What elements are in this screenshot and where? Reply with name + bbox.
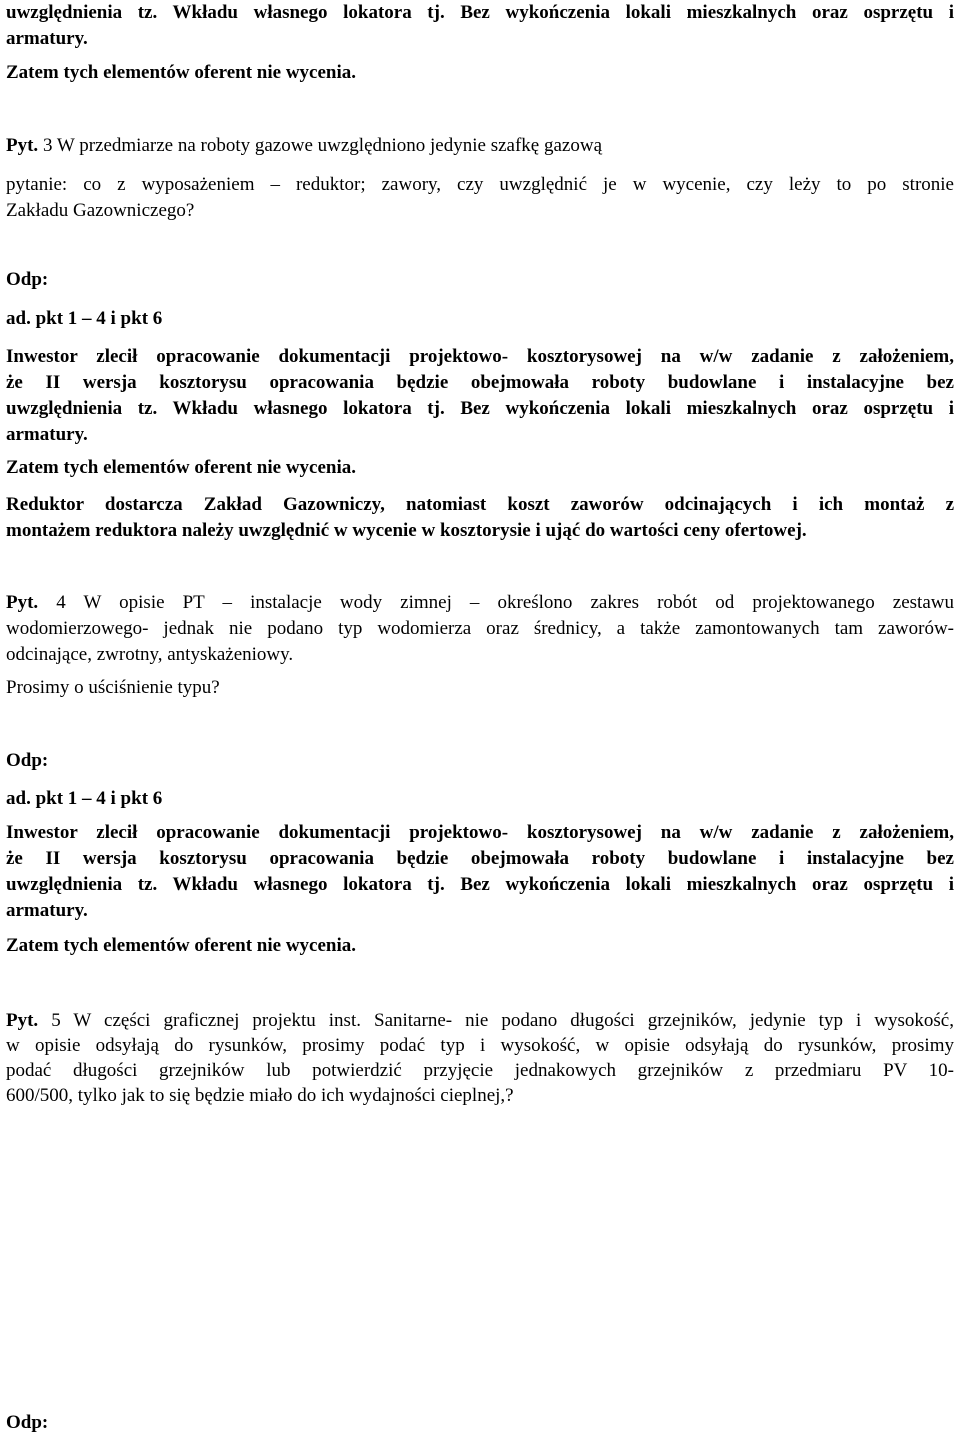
- question-5-line-2: w opisie odsyłają do rysunków, prosimy podać typ i wysokość, w opisie odsyłają do rysunków, prosimy: [6, 1035, 954, 1056]
- answer-3-p3-line-1: Reduktor dostarcza Zakład Gazowniczy, natomiast koszt zaworów odcinających i ich montaż z: [6, 494, 954, 515]
- question-3-line-2: pytanie: co z wyposażeniem – reduktor; zawory, czy uwzględnić je w wycenie, czy leży to po stronie: [6, 174, 954, 195]
- answer-4-p1-line-1: Inwestor zlecił opracowanie dokumentacji projektowo- kosztorysowej na w/w zadanie z założeniem,: [6, 822, 954, 843]
- answer-3-p1-line-2: że II wersja kosztorysu opracowania będzie obejmowała roboty budowlane i instalacyjne bez: [6, 372, 954, 393]
- question-4-line-3: odcinające, zwrotny, antyskażeniowy.: [6, 644, 294, 665]
- question-4-line-2: wodomierzowego- jednak nie podano typ wodomierza oraz średnicy, a także zamontowanych tam zaworów-: [6, 618, 954, 639]
- answer-3-p1-line-1: Inwestor zlecił opracowanie dokumentacji projektowo- kosztorysowej na w/w zadanie z założeniem,: [6, 346, 954, 367]
- question-5-heading: [6, 1008, 954, 1034]
- answer-3-p1-line-3: uwzględnienia tz. Wkładu własnego lokatora tj. Bez wykończenia lokali mieszkalnych oraz osprzętu i: [6, 398, 954, 419]
- answer-4-p1-line-3: uwzględnienia tz. Wkładu własnego lokatora tj. Bez wykończenia lokali mieszkalnych oraz osprzętu i: [6, 874, 954, 895]
- question-label: Pyt.: [6, 135, 39, 156]
- answer-4-p2: Zatem tych elementów oferent nie wycenia.: [6, 935, 356, 956]
- top-line-3: Zatem tych elementów oferent nie wycenia.: [6, 62, 356, 83]
- top-line-1: uwzględnienia tz. Wkładu własnego lokatora tj. Bez wykończenia lokali mieszkalnych oraz osprzętu i: [6, 2, 954, 23]
- question-number: 5: [51, 1010, 61, 1031]
- answer-3-p2: Zatem tych elementów oferent nie wycenia.: [6, 457, 356, 478]
- question-5-line-3: podać długości grzejników lub potwierdzić przyjęcie jednakowych grzejników z przedmiaru PV 10-: [6, 1060, 954, 1081]
- answer-4-odp: Odp:: [6, 750, 49, 771]
- question-label: Pyt.: [6, 592, 39, 613]
- answer-4-p1-line-2: że II wersja kosztorysu opracowania będzie obejmowała roboty budowlane i instalacyjne bez: [6, 848, 954, 869]
- question-5-line-4: 600/500, tylko jak to się będzie miało do ich wydajności cieplnej,?: [6, 1085, 514, 1106]
- top-line-2: armatury.: [6, 28, 88, 49]
- question-4-heading: [6, 590, 954, 616]
- question-text: W opisie PT – instalacje wody zimnej – określono zakres robót od projektowanego zestawu: [83, 592, 954, 613]
- answer-3-odp: Odp:: [6, 269, 49, 290]
- question-text: W przedmiarze na roboty gazowe uwzględniono jedynie szafkę gazową: [56, 135, 602, 156]
- question-text: W części graficznej projektu inst. Sanitarne- nie podano długości grzejników, jedynie typ i wysokość,: [73, 1010, 954, 1031]
- answer-3-p1-line-4: armatury.: [6, 424, 88, 445]
- question-number: 3: [42, 135, 53, 156]
- question-3-line-3: Zakładu Gazowniczego?: [6, 200, 195, 221]
- answer-4-ad: ad. pkt 1 – 4 i pkt 6: [6, 788, 163, 809]
- question-3-heading: [6, 133, 954, 159]
- question-number: 4: [56, 592, 66, 613]
- answer-3-ad: ad. pkt 1 – 4 i pkt 6: [6, 308, 163, 329]
- answer-5-odp: Odp:: [6, 1412, 49, 1433]
- question-4-line-4: Prosimy o uściśnienie typu?: [6, 677, 220, 698]
- question-label: Pyt.: [6, 1010, 39, 1031]
- answer-4-p1-line-4: armatury.: [6, 900, 88, 921]
- answer-3-p3-line-2: montażem reduktora należy uwzględnić w wycenie w kosztorysie i ująć do wartości ceny ofertowej.: [6, 520, 807, 541]
